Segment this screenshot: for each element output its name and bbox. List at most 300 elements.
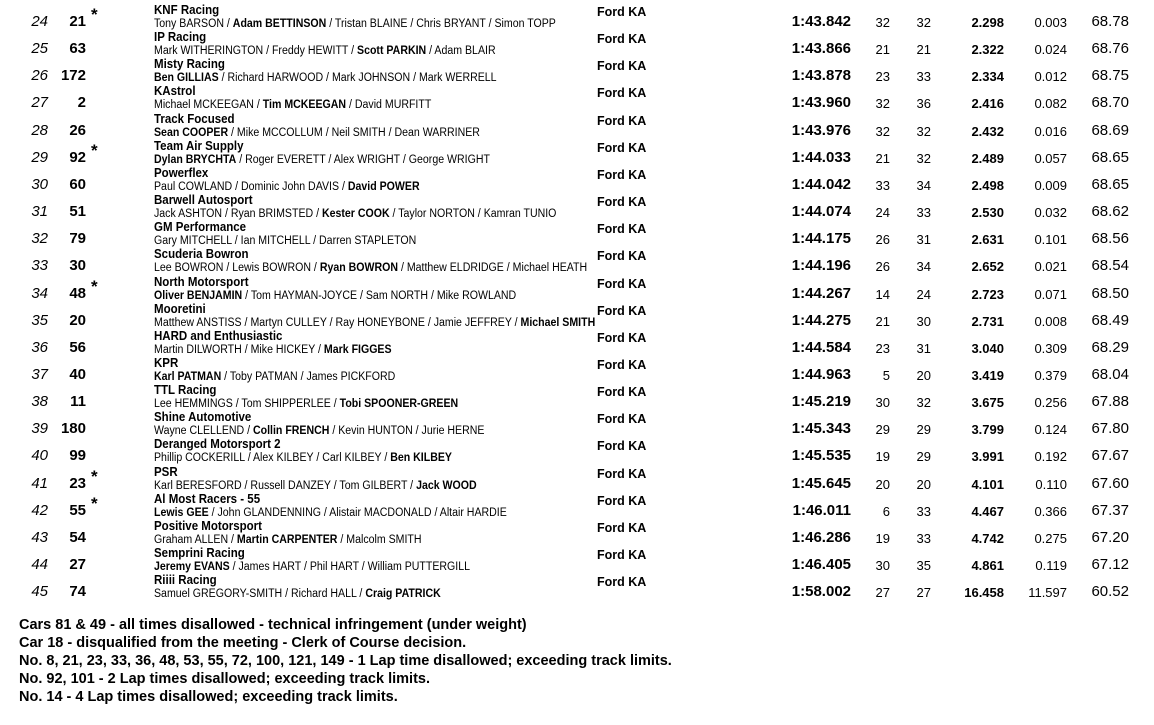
- car-model: Ford KA: [597, 276, 647, 291]
- best-lap-time: 1:46.405: [791, 556, 851, 573]
- gap-to-leader: 3.419: [971, 367, 1004, 383]
- average-speed: 68.78: [1091, 13, 1129, 30]
- driver-name: Tom SHIPPERLEE: [241, 398, 331, 411]
- best-lap-time: 1:46.286: [791, 528, 851, 546]
- driver-name: Roger EVERETT: [245, 153, 326, 166]
- gap-to-leader: 3.040: [971, 340, 1004, 356]
- average-speed: 67.37: [1091, 501, 1129, 519]
- driver-name: Chris BRYANT: [416, 18, 486, 30]
- gap-to-previous: 0.016: [1034, 123, 1067, 139]
- driver-name: Ben KILBEY: [390, 452, 452, 465]
- total-laps: 34: [916, 177, 931, 193]
- car-model: Ford KA: [597, 520, 647, 535]
- car-model: Ford KA: [597, 32, 647, 47]
- driver-name: George WRIGHT: [408, 153, 490, 166]
- gap-to-leader: 2.322: [971, 42, 1004, 58]
- average-speed: 68.49: [1091, 311, 1129, 329]
- best-lap-time: 1:44.196: [791, 257, 851, 275]
- total-laps: 20: [916, 476, 931, 492]
- position: 40: [31, 447, 48, 465]
- average-speed: 67.12: [1091, 556, 1129, 573]
- team-name: Mooretini: [154, 301, 206, 316]
- car-number: 55: [69, 501, 86, 519]
- driver-list: Gary MITCHELL / Ian MITCHELL / Darren STAPLETON: [154, 235, 417, 248]
- gap-to-leader: 3.799: [971, 422, 1004, 438]
- car-number: 2: [77, 94, 86, 112]
- gap-to-previous: 0.008: [1034, 313, 1067, 329]
- driver-name: Lee HEMMINGS: [154, 398, 233, 411]
- driver-name: Adam BLAIR: [434, 45, 496, 58]
- driver-list: Mark WITHERINGTON / Freddy HEWITT / Scott PARKIN / Adam BLAIR: [154, 45, 496, 58]
- driver-name: David POWER: [347, 180, 420, 193]
- car-model: Ford KA: [597, 439, 647, 454]
- total-laps: 20: [916, 367, 931, 383]
- driver-name: William PUTTERGILL: [367, 561, 470, 573]
- position: 25: [31, 40, 48, 58]
- best-lap-number: 32: [875, 96, 890, 112]
- position: 45: [31, 583, 48, 601]
- car-number: 54: [69, 528, 86, 546]
- position: 38: [31, 393, 48, 411]
- car-number: 26: [69, 121, 86, 139]
- car-model: Ford KA: [597, 249, 647, 264]
- position: 39: [31, 420, 48, 438]
- average-speed: 68.50: [1091, 284, 1129, 302]
- car-number: 74: [69, 583, 86, 601]
- driver-name: Michael MCKEEGAN: [154, 99, 254, 112]
- driver-list: Dylan BRYCHTA / Roger EVERETT / Alex WRIGHT / George WRIGHT: [154, 153, 490, 166]
- best-lap-number: 19: [875, 530, 890, 546]
- best-lap-time: 1:44.042: [791, 175, 851, 193]
- driver-name: Darren STAPLETON: [319, 235, 417, 248]
- gap-to-leader: 4.467: [971, 503, 1004, 519]
- car-model: Ford KA: [597, 330, 647, 345]
- best-lap-number: 19: [875, 449, 890, 465]
- gap-to-previous: 11.597: [1028, 585, 1067, 601]
- position: 42: [31, 501, 48, 519]
- team-name: KNF Racing: [154, 3, 220, 17]
- team-name: Scuderia Bowron: [154, 247, 249, 262]
- best-lap-number: 21: [875, 313, 890, 329]
- gap-to-leader: 2.731: [971, 313, 1004, 329]
- driver-name: Toby PATMAN: [229, 370, 298, 383]
- car-model: Ford KA: [597, 5, 647, 19]
- best-lap-time: 1:45.535: [791, 447, 851, 465]
- total-laps: 35: [916, 558, 931, 573]
- best-lap-number: 33: [875, 177, 890, 193]
- best-lap-number: 5: [882, 367, 890, 383]
- position: 36: [31, 338, 48, 356]
- driver-name: Jeremy EVANS: [154, 561, 230, 573]
- driver-name: Dylan BRYCHTA: [154, 153, 237, 166]
- gap-to-leader: 3.991: [971, 449, 1004, 465]
- gap-to-previous: 0.003: [1034, 15, 1067, 30]
- table-row: [0, 30, 1154, 57]
- driver-name: Ray HONEYBONE: [335, 316, 425, 329]
- gap-to-leader: 2.432: [971, 123, 1004, 139]
- driver-list: Lee HEMMINGS / Tom SHIPPERLEE / Tobi SPOONER-GREEN: [154, 398, 459, 411]
- position: 24: [31, 13, 48, 30]
- total-laps: 34: [916, 259, 931, 275]
- car-model: Ford KA: [597, 548, 647, 562]
- best-lap-time: 1:58.002: [791, 583, 851, 601]
- best-lap-time: 1:45.645: [791, 474, 851, 492]
- total-laps: 21: [916, 42, 931, 58]
- table-row: [0, 220, 1154, 247]
- driver-name: Adam BETTINSON: [232, 18, 327, 30]
- gap-to-leader: 16.458: [964, 585, 1004, 601]
- total-laps: 29: [916, 449, 931, 465]
- table-row: [0, 275, 1154, 302]
- car-model: Ford KA: [597, 167, 647, 182]
- team-name: Team Air Supply: [154, 138, 244, 153]
- gap-to-leader: 2.498: [971, 177, 1004, 193]
- position: 32: [31, 230, 48, 248]
- total-laps: 31: [916, 340, 931, 356]
- car-number: 23: [69, 474, 86, 492]
- driver-name: Ryan BRIMSTED: [230, 208, 314, 221]
- car-number: 11: [70, 393, 86, 411]
- car-model: Ford KA: [597, 86, 647, 101]
- best-lap-time: 1:43.866: [791, 40, 851, 58]
- driver-name: Mike ROWLAND: [436, 289, 517, 302]
- gap-to-previous: 0.256: [1034, 395, 1067, 411]
- best-lap-time: 1:44.175: [791, 230, 851, 248]
- team-name: Misty Racing: [154, 57, 225, 72]
- position: 28: [31, 121, 48, 139]
- driver-name: Dominic John DAVIS: [241, 180, 340, 193]
- note-line: No. 14 - 4 Lap times disallowed; exceeding track limits.: [19, 689, 398, 705]
- position: 27: [31, 94, 48, 112]
- driver-list: Paul COWLAND / Dominic John DAVIS / David POWER: [154, 180, 420, 193]
- driver-list: Lee BOWRON / Lewis BOWRON / Ryan BOWRON / Matthew ELDRIDGE / Michael HEATH: [154, 262, 588, 275]
- average-speed: 68.65: [1091, 148, 1129, 166]
- driver-name: Mark WITHERINGTON: [154, 45, 264, 58]
- best-lap-time: 1:44.963: [791, 365, 851, 383]
- table-row: [0, 383, 1154, 410]
- driver-name: Richard HARWOOD: [227, 72, 324, 85]
- gap-to-previous: 0.379: [1034, 367, 1067, 383]
- asterisk-marker: *: [91, 5, 98, 24]
- gap-to-leader: 2.530: [971, 205, 1004, 221]
- driver-name: Lewis BOWRON: [232, 262, 311, 275]
- driver-name: James PICKFORD: [306, 370, 396, 383]
- team-name: TTL Racing: [154, 383, 217, 398]
- table-row: [0, 193, 1154, 220]
- driver-name: Tom HAYMAN-JOYCE: [250, 289, 358, 302]
- average-speed: 68.62: [1091, 203, 1129, 221]
- driver-name: Mike MCCOLLUM: [236, 126, 323, 139]
- car-model: Ford KA: [597, 195, 647, 210]
- best-lap-number: 6: [882, 503, 890, 519]
- team-name: IP Racing: [154, 30, 207, 45]
- driver-name: Graham ALLEN: [154, 533, 229, 546]
- table-row: [0, 166, 1154, 193]
- total-laps: 33: [916, 503, 931, 519]
- note-line: No. 8, 21, 23, 33, 36, 48, 53, 55, 72, 100, 121, 149 - 1 Lap time disallowed; exceeding track limits.: [19, 653, 672, 669]
- team-name: GM Performance: [154, 220, 247, 235]
- position: 37: [31, 365, 48, 383]
- team-name: North Motorsport: [154, 274, 249, 289]
- driver-name: Ben GILLIAS: [154, 72, 219, 85]
- best-lap-time: 1:44.074: [791, 203, 851, 221]
- car-number: 21: [69, 13, 86, 30]
- driver-name: Neil SMITH: [331, 126, 386, 139]
- driver-name: Craig PATRICK: [365, 588, 441, 601]
- total-laps: 33: [916, 530, 931, 546]
- driver-list: Jack ASHTON / Ryan BRIMSTED / Kester COOK / Taylor NORTON / Kamran TUNIO: [154, 208, 557, 221]
- position: 31: [31, 203, 48, 221]
- position: 34: [31, 284, 48, 302]
- table-row: [0, 492, 1154, 519]
- driver-name: Kevin HUNTON: [338, 425, 413, 438]
- driver-name: Jamie JEFFREY: [433, 316, 512, 329]
- car-model: Ford KA: [597, 303, 647, 318]
- car-number: 27: [69, 556, 86, 573]
- team-name: Positive Motorsport: [154, 518, 262, 533]
- driver-name: Ian MITCHELL: [240, 235, 311, 248]
- total-laps: 32: [916, 395, 931, 411]
- total-laps: 31: [916, 232, 931, 248]
- driver-name: Karl PATMAN: [154, 370, 222, 383]
- driver-name: Martin DILWORTH: [154, 343, 242, 356]
- driver-name: Dean WARRINER: [394, 126, 480, 139]
- gap-to-previous: 0.124: [1034, 422, 1067, 438]
- car-number: 30: [69, 257, 86, 275]
- team-name: Shine Automotive: [154, 410, 252, 425]
- best-lap-time: 1:43.976: [791, 121, 851, 139]
- driver-name: Alistair MACDONALD: [329, 506, 432, 519]
- average-speed: 68.75: [1091, 67, 1129, 85]
- driver-name: Mark WERRELL: [418, 72, 497, 85]
- table-row: [0, 519, 1154, 546]
- average-speed: 68.54: [1091, 257, 1129, 275]
- driver-name: Kester COOK: [321, 208, 390, 221]
- gap-to-previous: 0.032: [1034, 205, 1067, 221]
- gap-to-previous: 0.275: [1034, 530, 1067, 546]
- table-row: [0, 84, 1154, 111]
- driver-name: Oliver BENJAMIN: [154, 289, 243, 302]
- team-name: KAstrol: [154, 84, 196, 99]
- average-speed: 67.20: [1091, 528, 1129, 546]
- position: 26: [31, 67, 48, 85]
- best-lap-number: 21: [875, 150, 890, 166]
- best-lap-time: 1:44.267: [791, 284, 851, 302]
- driver-list: Karl BERESFORD / Russell DANZEY / Tom GILBERT / Jack WOOD: [154, 479, 477, 492]
- average-speed: 67.80: [1091, 420, 1129, 438]
- gap-to-leader: 4.742: [971, 530, 1004, 546]
- position: 44: [31, 556, 48, 573]
- driver-name: Michael SMITH: [520, 316, 596, 329]
- driver-name: David MURFITT: [354, 99, 432, 112]
- car-number: 92: [69, 148, 86, 166]
- driver-name: Simon TOPP: [494, 18, 556, 30]
- driver-name: Tim MCKEEGAN: [262, 99, 347, 112]
- driver-list: Phillip COCKERILL / Alex KILBEY / Carl KILBEY / Ben KILBEY: [154, 452, 452, 465]
- driver-list: Michael MCKEEGAN / Tim MCKEEGAN / David MURFITT: [154, 99, 432, 112]
- driver-list: Karl PATMAN / Toby PATMAN / James PICKFORD: [154, 370, 396, 383]
- gap-to-previous: 0.101: [1034, 232, 1067, 248]
- car-number: 20: [69, 311, 86, 329]
- car-number: 172: [60, 67, 86, 85]
- best-lap-time: 1:43.878: [791, 67, 851, 85]
- driver-name: Jack WOOD: [416, 479, 477, 492]
- car-model: Ford KA: [597, 357, 647, 372]
- gap-to-leader: 2.416: [971, 96, 1004, 112]
- gap-to-previous: 0.024: [1034, 42, 1067, 58]
- table-row: [0, 465, 1154, 492]
- total-laps: 32: [916, 150, 931, 166]
- driver-name: Scott PARKIN: [357, 45, 427, 58]
- driver-name: Kamran TUNIO: [483, 208, 557, 221]
- average-speed: 68.76: [1091, 40, 1129, 58]
- best-lap-time: 1:43.960: [791, 94, 851, 112]
- driver-list: Martin DILWORTH / Mike HICKEY / Mark FIGGES: [154, 343, 392, 356]
- car-model: Ford KA: [597, 575, 647, 590]
- driver-name: Alex KILBEY: [252, 452, 314, 465]
- driver-name: Michael HEATH: [512, 262, 588, 275]
- driver-name: Mark FIGGES: [323, 343, 392, 356]
- best-lap-time: 1:43.842: [791, 13, 851, 30]
- car-number: 180: [60, 420, 86, 438]
- driver-name: Lee BOWRON: [154, 262, 224, 275]
- driver-list: Ben GILLIAS / Richard HARWOOD / Mark JOHNSON / Mark WERRELL: [154, 72, 497, 85]
- team-name: HARD and Enthusiastic: [154, 328, 283, 343]
- gap-to-leader: 2.723: [971, 286, 1004, 302]
- car-model: Ford KA: [597, 59, 647, 74]
- note-line: No. 92, 101 - 2 Lap times disallowed; exceeding track limits.: [19, 671, 430, 687]
- team-name: PSR: [154, 464, 178, 479]
- best-lap-number: 24: [875, 205, 890, 221]
- driver-name: Tobi SPOONER-GREEN: [339, 398, 459, 411]
- asterisk-marker: *: [91, 140, 98, 160]
- notes-section: [19, 616, 672, 706]
- table-row: [0, 3, 1154, 30]
- gap-to-leader: 2.298: [971, 15, 1004, 30]
- driver-name: Martyn CULLEY: [250, 316, 327, 329]
- driver-name: Jack ASHTON: [154, 208, 223, 221]
- table-row: [0, 302, 1154, 329]
- driver-name: Jurie HERNE: [421, 425, 485, 438]
- table-row: [0, 356, 1154, 383]
- total-laps: 33: [916, 205, 931, 221]
- best-lap-number: 14: [875, 286, 890, 302]
- average-speed: 67.60: [1091, 474, 1129, 492]
- driver-name: Tony BARSON: [154, 18, 224, 30]
- driver-name: Sam NORTH: [365, 289, 429, 302]
- position: 41: [31, 474, 48, 492]
- car-model: Ford KA: [597, 113, 647, 128]
- note-line: Car 18 - disqualified from the meeting - Clerk of Course decision.: [19, 635, 467, 651]
- gap-to-previous: 0.119: [1035, 558, 1067, 573]
- average-speed: 68.65: [1091, 175, 1129, 193]
- table-row: [0, 410, 1154, 437]
- best-lap-number: 23: [875, 69, 890, 85]
- gap-to-previous: 0.071: [1034, 286, 1067, 302]
- total-laps: 30: [916, 313, 931, 329]
- gap-to-previous: 0.021: [1034, 259, 1067, 275]
- gap-to-leader: 2.489: [971, 150, 1004, 166]
- team-name: Powerflex: [154, 165, 209, 180]
- average-speed: 67.88: [1091, 393, 1129, 411]
- driver-name: Wayne CLELLEND: [154, 425, 245, 438]
- total-laps: 27: [916, 585, 931, 601]
- gap-to-previous: 0.057: [1034, 150, 1067, 166]
- driver-list: Sean COOPER / Mike MCCOLLUM / Neil SMITH / Dean WARRINER: [154, 126, 480, 139]
- driver-name: Taylor NORTON: [398, 208, 475, 221]
- driver-name: Gary MITCHELL: [154, 235, 232, 248]
- driver-list: Samuel GREGORY-SMITH / Richard HALL / Craig PATRICK: [154, 588, 441, 601]
- table-row: [0, 573, 1154, 600]
- gap-to-previous: 0.366: [1034, 503, 1067, 519]
- best-lap-number: 27: [875, 585, 890, 601]
- total-laps: 36: [916, 96, 931, 112]
- car-model: Ford KA: [597, 222, 647, 237]
- asterisk-marker: *: [91, 276, 98, 296]
- total-laps: 33: [916, 69, 931, 85]
- gap-to-previous: 0.110: [1035, 476, 1067, 492]
- team-name: KPR: [154, 355, 179, 370]
- gap-to-leader: 2.631: [971, 232, 1004, 248]
- table-row: [0, 57, 1154, 84]
- car-number: 48: [69, 284, 86, 302]
- driver-name: Phillip COCKERILL: [154, 452, 245, 465]
- driver-name: Alex WRIGHT: [333, 153, 400, 166]
- table-row: [0, 437, 1154, 464]
- team-name: Track Focused: [154, 111, 235, 126]
- car-model: Ford KA: [597, 466, 647, 481]
- position: 30: [31, 175, 48, 193]
- driver-name: Ryan BOWRON: [319, 262, 399, 275]
- asterisk-marker: *: [91, 493, 98, 513]
- driver-name: Altair HARDIE: [439, 506, 507, 519]
- average-speed: 68.29: [1091, 338, 1129, 356]
- car-number: 56: [69, 338, 86, 356]
- car-model: Ford KA: [597, 493, 647, 508]
- car-model: Ford KA: [597, 140, 647, 155]
- driver-list: Wayne CLELLEND / Collin FRENCH / Kevin HUNTON / Jurie HERNE: [154, 425, 485, 438]
- driver-name: Mike HICKEY: [250, 343, 316, 356]
- car-number: 51: [69, 203, 86, 221]
- gap-to-leader: 3.675: [971, 395, 1004, 411]
- driver-name: Richard HALL: [291, 588, 357, 601]
- best-lap-time: 1:46.011: [792, 501, 851, 519]
- best-lap-number: 30: [875, 395, 890, 411]
- average-speed: 68.70: [1091, 94, 1129, 112]
- best-lap-number: 29: [875, 422, 890, 438]
- table-row: [0, 546, 1154, 573]
- driver-name: Karl BERESFORD: [154, 479, 242, 492]
- driver-name: James HART: [238, 561, 302, 573]
- driver-name: Paul COWLAND: [154, 180, 233, 193]
- car-number: 99: [69, 447, 86, 465]
- gap-to-leader: 2.334: [971, 69, 1004, 85]
- driver-name: Matthew ELDRIDGE: [406, 262, 504, 275]
- best-lap-time: 1:44.033: [791, 148, 851, 166]
- best-lap-number: 32: [875, 15, 890, 30]
- driver-list: Lewis GEE / John GLANDENNING / Alistair MACDONALD / Altair HARDIE: [154, 506, 507, 519]
- best-lap-number: 23: [875, 340, 890, 356]
- position: 29: [31, 148, 48, 166]
- team-name: Semprini Racing: [154, 546, 245, 560]
- driver-name: John GLANDENNING: [217, 506, 321, 519]
- note-line: Cars 81 & 49 - all times disallowed - technical infringement (under weight): [19, 617, 527, 633]
- driver-name: Freddy HEWITT: [271, 45, 349, 58]
- driver-name: Tristan BLAINE: [334, 18, 408, 30]
- car-number: 60: [69, 175, 86, 193]
- car-number: 79: [69, 230, 86, 248]
- driver-name: Carl KILBEY: [322, 452, 382, 465]
